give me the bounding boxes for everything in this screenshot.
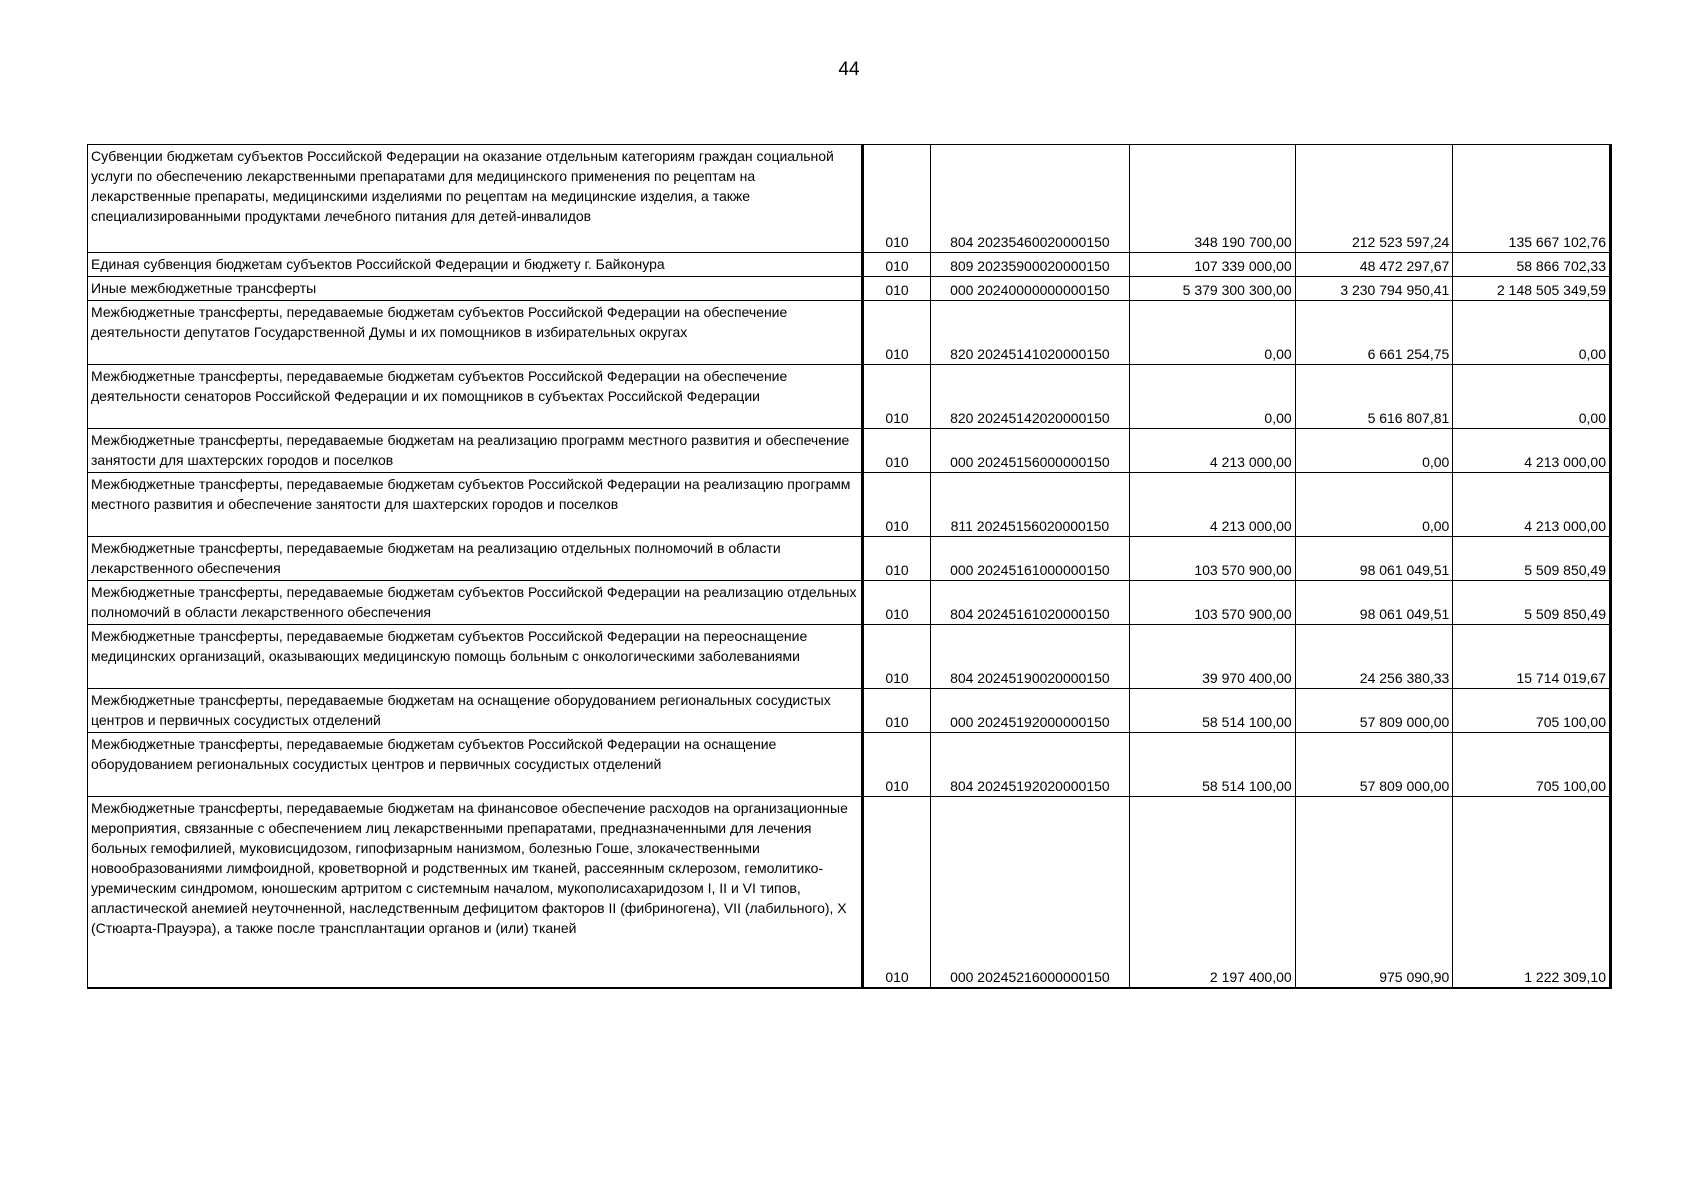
row-executed: 0,00 bbox=[1295, 473, 1453, 537]
row-name: Субвенции бюджетам субъектов Российской Федерации на оказание отдельным категориям граждан социальной услуги по обеспечению лекарственными препаратами для медицинского применения по рецептам на лекарственные препараты, медицинскими изделиями по рецептам на медицинские изделия, а также специализированными продуктами лечебного питания для детей-инвалидов bbox=[88, 145, 863, 253]
row-line-code: 010 bbox=[863, 473, 931, 537]
table-row bbox=[88, 581, 1611, 625]
row-line-code: 010 bbox=[863, 365, 931, 429]
row-approved: 348 190 700,00 bbox=[1129, 145, 1295, 253]
row-name: Межбюджетные трансферты, передаваемые бюджетам субъектов Российской Федерации на обеспечение деятельности сенаторов Российской Федерации и их помощников в субъектах Российской Федерации bbox=[88, 365, 863, 429]
row-line-code: 010 bbox=[863, 537, 931, 581]
row-line-code: 010 bbox=[863, 301, 931, 365]
row-budget-code: 811 20245156020000150 bbox=[930, 473, 1129, 537]
row-budget-code: 820 20245141020000150 bbox=[930, 301, 1129, 365]
row-approved: 58 514 100,00 bbox=[1129, 689, 1295, 733]
table-row bbox=[88, 145, 1611, 253]
row-line-code: 010 bbox=[863, 797, 931, 988]
row-budget-code: 000 20245216000000150 bbox=[930, 797, 1129, 988]
row-line-code: 010 bbox=[863, 625, 931, 689]
row-name: Межбюджетные трансферты, передаваемые бюджетам на реализацию программ местного развития и обеспечение занятости для шахтерских городов и поселков bbox=[88, 429, 863, 473]
row-budget-code: 000 20245192000000150 bbox=[930, 689, 1129, 733]
budget-execution-table bbox=[87, 144, 1612, 989]
row-approved: 0,00 bbox=[1129, 301, 1295, 365]
table-row bbox=[88, 797, 1611, 988]
row-executed: 24 256 380,33 bbox=[1295, 625, 1453, 689]
table-row bbox=[88, 625, 1611, 689]
row-approved: 4 213 000,00 bbox=[1129, 429, 1295, 473]
row-name: Межбюджетные трансферты, передаваемые бюджетам субъектов Российской Федерации на переоснащение медицинских организаций, оказывающих медицинскую помощь больным с онкологическими заболеваниями bbox=[88, 625, 863, 689]
row-budget-code: 820 20245142020000150 bbox=[930, 365, 1129, 429]
row-executed: 975 090,90 bbox=[1295, 797, 1453, 988]
table-row bbox=[88, 365, 1611, 429]
row-executed: 98 061 049,51 bbox=[1295, 581, 1453, 625]
row-approved: 0,00 bbox=[1129, 365, 1295, 429]
row-name: Единая субвенция бюджетам субъектов Российской Федерации и бюджету г. Байконура bbox=[88, 253, 863, 277]
row-executed: 48 472 297,67 bbox=[1295, 253, 1453, 277]
row-approved: 103 570 900,00 bbox=[1129, 581, 1295, 625]
row-budget-code: 804 20235460020000150 bbox=[930, 145, 1129, 253]
table-row bbox=[88, 429, 1611, 473]
row-approved: 2 197 400,00 bbox=[1129, 797, 1295, 988]
table-row bbox=[88, 277, 1611, 301]
row-executed: 0,00 bbox=[1295, 429, 1453, 473]
row-executed: 3 230 794 950,41 bbox=[1295, 277, 1453, 301]
row-name: Межбюджетные трансферты, передаваемые бюджетам субъектов Российской Федерации на оснащение оборудованием региональных сосудистых центров и первичных сосудистых отделений bbox=[88, 733, 863, 797]
row-line-code: 010 bbox=[863, 277, 931, 301]
row-budget-code: 000 20240000000000150 bbox=[930, 277, 1129, 301]
row-approved: 39 970 400,00 bbox=[1129, 625, 1295, 689]
row-executed: 212 523 597,24 bbox=[1295, 145, 1453, 253]
table-row bbox=[88, 301, 1611, 365]
page-number: 44 bbox=[838, 59, 860, 80]
row-approved: 58 514 100,00 bbox=[1129, 733, 1295, 797]
row-line-code: 010 bbox=[863, 733, 931, 797]
row-unexecuted: 0,00 bbox=[1453, 301, 1611, 365]
row-executed: 57 809 000,00 bbox=[1295, 689, 1453, 733]
row-line-code: 010 bbox=[863, 689, 931, 733]
row-name: Иные межбюджетные трансферты bbox=[88, 277, 863, 301]
row-budget-code: 000 20245161000000150 bbox=[930, 537, 1129, 581]
row-budget-code: 804 20245192020000150 bbox=[930, 733, 1129, 797]
row-unexecuted: 705 100,00 bbox=[1453, 689, 1611, 733]
row-executed: 6 661 254,75 bbox=[1295, 301, 1453, 365]
row-unexecuted: 4 213 000,00 bbox=[1453, 429, 1611, 473]
row-line-code: 010 bbox=[863, 253, 931, 277]
row-unexecuted: 4 213 000,00 bbox=[1453, 473, 1611, 537]
row-name: Межбюджетные трансферты, передаваемые бюджетам субъектов Российской Федерации на реализацию отдельных полномочий в области лекарственного обеспечения bbox=[88, 581, 863, 625]
row-unexecuted: 5 509 850,49 bbox=[1453, 537, 1611, 581]
row-unexecuted: 58 866 702,33 bbox=[1453, 253, 1611, 277]
row-name: Межбюджетные трансферты, передаваемые бюджетам субъектов Российской Федерации на реализацию программ местного развития и обеспечение занятости для шахтерских городов и поселков bbox=[88, 473, 863, 537]
row-approved: 107 339 000,00 bbox=[1129, 253, 1295, 277]
row-budget-code: 804 20245161020000150 bbox=[930, 581, 1129, 625]
row-approved: 5 379 300 300,00 bbox=[1129, 277, 1295, 301]
row-line-code: 010 bbox=[863, 581, 931, 625]
row-executed: 98 061 049,51 bbox=[1295, 537, 1453, 581]
row-name: Межбюджетные трансферты, передаваемые бюджетам на финансовое обеспечение расходов на организационные мероприятия, связанные с обеспечением лиц лекарственными препаратами, предназначенными для лечения больных гемофилией, муковисцидозом, гипофизарным нанизмом, болезнью Гоше, злокачественными новообразованиями лимфоидной, кроветворной и родственных им тканей, рассеянным склерозом, гемолитико-уремическим синдромом, юношеским артритом с системным началом, мукополисахаридозом I, II и VI типов, апластической анемией неуточненной, наследственным дефицитом факторов II (фибриногена), VII (лабильного), X (Стюарта-Прауэра), а также после трансплантации органов и (или) тканей bbox=[88, 797, 863, 988]
row-approved: 4 213 000,00 bbox=[1129, 473, 1295, 537]
table-row bbox=[88, 537, 1611, 581]
row-executed: 57 809 000,00 bbox=[1295, 733, 1453, 797]
row-line-code: 010 bbox=[863, 429, 931, 473]
table-row bbox=[88, 733, 1611, 797]
table-row bbox=[88, 689, 1611, 733]
row-unexecuted: 1 222 309,10 bbox=[1453, 797, 1611, 988]
row-unexecuted: 0,00 bbox=[1453, 365, 1611, 429]
row-unexecuted: 15 714 019,67 bbox=[1453, 625, 1611, 689]
row-budget-code: 804 20245190020000150 bbox=[930, 625, 1129, 689]
table-row bbox=[88, 473, 1611, 537]
row-name: Межбюджетные трансферты, передаваемые бюджетам на реализацию отдельных полномочий в области лекарственного обеспечения bbox=[88, 537, 863, 581]
row-line-code: 010 bbox=[863, 145, 931, 253]
row-unexecuted: 5 509 850,49 bbox=[1453, 581, 1611, 625]
row-name: Межбюджетные трансферты, передаваемые бюджетам субъектов Российской Федерации на обеспечение деятельности депутатов Государственной Думы и их помощников в избирательных округах bbox=[88, 301, 863, 365]
row-name: Межбюджетные трансферты, передаваемые бюджетам на оснащение оборудованием региональных сосудистых центров и первичных сосудистых отделений bbox=[88, 689, 863, 733]
table-row bbox=[88, 253, 1611, 277]
row-approved: 103 570 900,00 bbox=[1129, 537, 1295, 581]
row-executed: 5 616 807,81 bbox=[1295, 365, 1453, 429]
row-unexecuted: 2 148 505 349,59 bbox=[1453, 277, 1611, 301]
row-budget-code: 000 20245156000000150 bbox=[930, 429, 1129, 473]
row-budget-code: 809 20235900020000150 bbox=[930, 253, 1129, 277]
row-unexecuted: 135 667 102,76 bbox=[1453, 145, 1611, 253]
row-unexecuted: 705 100,00 bbox=[1453, 733, 1611, 797]
